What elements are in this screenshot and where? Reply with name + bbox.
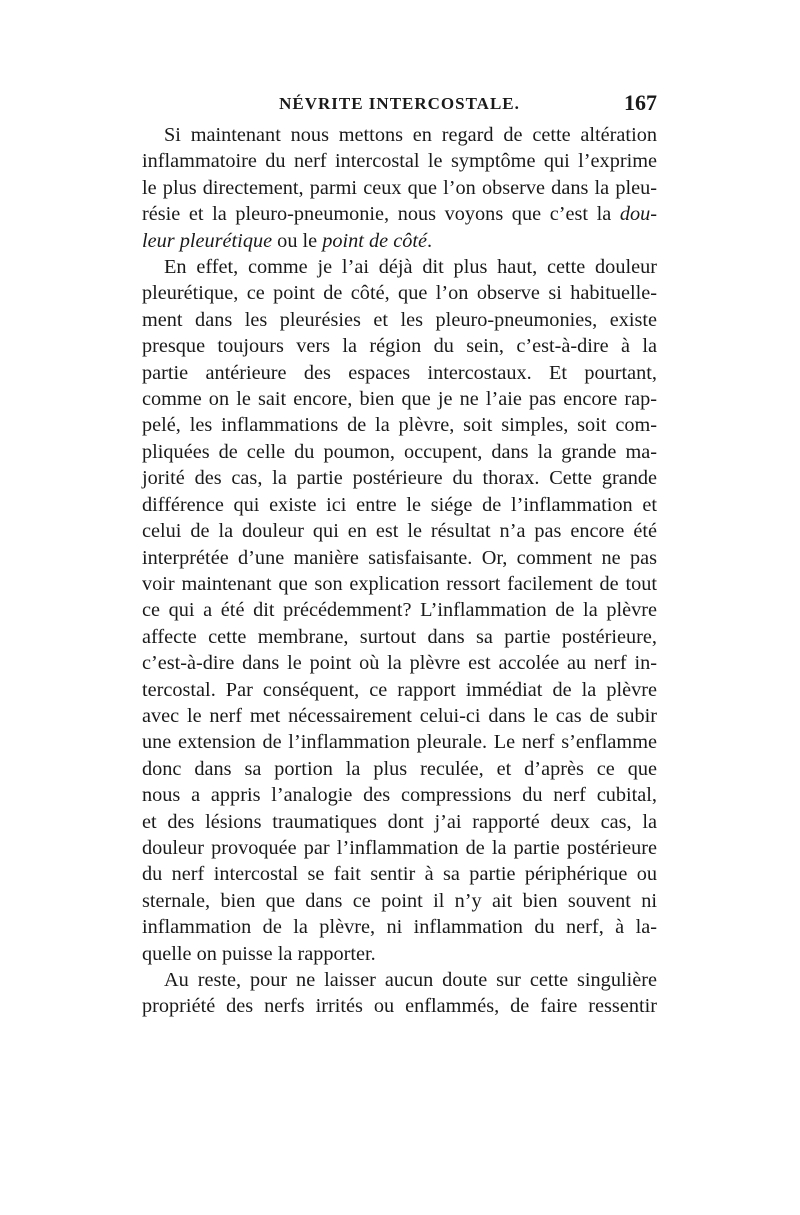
- text-line: Si maintenant nous mettons en regard de cette altération: [164, 124, 657, 146]
- italic-fragment: leur pleurétique: [142, 229, 273, 252]
- text-line: nous a appris l’analogie des compressions du nerf cubital,: [142, 784, 657, 807]
- text-fragment: ou le: [272, 229, 323, 252]
- text-line: [142, 201, 657, 227]
- paragraph: [142, 967, 657, 1020]
- text-fragment: .: [427, 229, 433, 252]
- text-line: inflammatoire du nerf intercostal le symptôme qui l’exprime: [142, 150, 657, 173]
- text-line: [142, 228, 657, 254]
- text-line: affecte cette membrane, surtout dans sa partie postérieure,: [142, 625, 657, 648]
- text-line: partie antérieure des espaces intercostaux. Et pourtant,: [142, 361, 657, 384]
- text-line: interprétée d’une manière satisfaisante. Or, comment ne pas: [142, 546, 657, 569]
- text-line: c’est-à-dire dans le point où la plèvre est accolée au nerf in-: [142, 652, 657, 675]
- text-line: le plus directement, parmi ceux que l’on observe dans la pleu-: [142, 176, 657, 199]
- italic-fragment: point de côté: [322, 229, 428, 252]
- text-line: donc dans sa portion la plus reculée, et d’après ce que: [142, 757, 657, 780]
- text-line: voir maintenant que son explication ressort facilement de tout: [142, 572, 657, 595]
- text-line: propriété des nerfs irrités ou enflammés, de faire ressentir: [142, 995, 657, 1018]
- text-line: presque toujours vers la région du sein, c’est-à-dire à la: [142, 335, 657, 358]
- text-line: quelle on puisse la rapporter.: [142, 942, 376, 965]
- text-line: avec le nerf met nécessairement celui-ci dans le cas de subir: [142, 704, 657, 727]
- text-line: et des lésions traumatiques dont j’ai rapporté deux cas, la: [142, 810, 657, 833]
- text-line: celui de la douleur qui en est le résultat n’a pas encore été: [142, 520, 657, 543]
- page-number: 167: [624, 90, 657, 115]
- text-line: sternale, bien que dans ce point il n’y ait bien souvent ni: [142, 889, 657, 912]
- text-line: pliquées de celle du poumon, occupent, dans la grande ma-: [142, 440, 657, 463]
- text-line: du nerf intercostal se fait sentir à sa partie périphérique ou: [142, 863, 657, 886]
- running-title: NÉVRITE INTERCOSTALE.: [279, 94, 520, 113]
- text-line: différence qui existe ici entre le siége de l’inflammation et: [142, 493, 657, 516]
- text-line: comme on le sait encore, bien que je ne l’aie pas encore rap-: [142, 388, 657, 411]
- text-line: une extension de l’inflammation pleurale. Le nerf s’enflamme: [142, 731, 657, 754]
- text-line: douleur provoquée par l’inflammation de la partie postérieure: [142, 836, 657, 859]
- text-line: pelé, les inflammations de la plèvre, soit simples, soit com-: [142, 414, 657, 437]
- text-line: ce qui a été dit précédemment? L’inflammation de la plèvre: [142, 599, 657, 622]
- text-line: tercostal. Par conséquent, ce rapport immédiat de la plèvre: [142, 678, 657, 701]
- paragraph: [142, 122, 657, 254]
- paragraph: [142, 254, 657, 967]
- text-fragment: résie et la pleuro-pneumonie, nous voyons que c’est la: [142, 203, 620, 226]
- text-line: Au reste, pour ne laisser aucun doute sur cette singulière: [164, 969, 657, 991]
- running-header: [142, 88, 657, 122]
- italic-fragment: dou-: [619, 203, 657, 226]
- body-text: [142, 122, 657, 1020]
- text-line: jorité des cas, la partie postérieure du thorax. Cette grande: [142, 467, 657, 490]
- text-line: pleurétique, ce point de côté, que l’on observe si habituelle-: [142, 282, 657, 305]
- text-line: En effet, comme je l’ai déjà dit plus haut, cette douleur: [164, 256, 657, 279]
- text-line: ment dans les pleurésies et les pleuro-pneumonies, existe: [142, 308, 657, 331]
- text-line: inflammation de la plèvre, ni inflammation du nerf, à la-: [142, 916, 657, 939]
- book-page: [142, 88, 657, 1020]
